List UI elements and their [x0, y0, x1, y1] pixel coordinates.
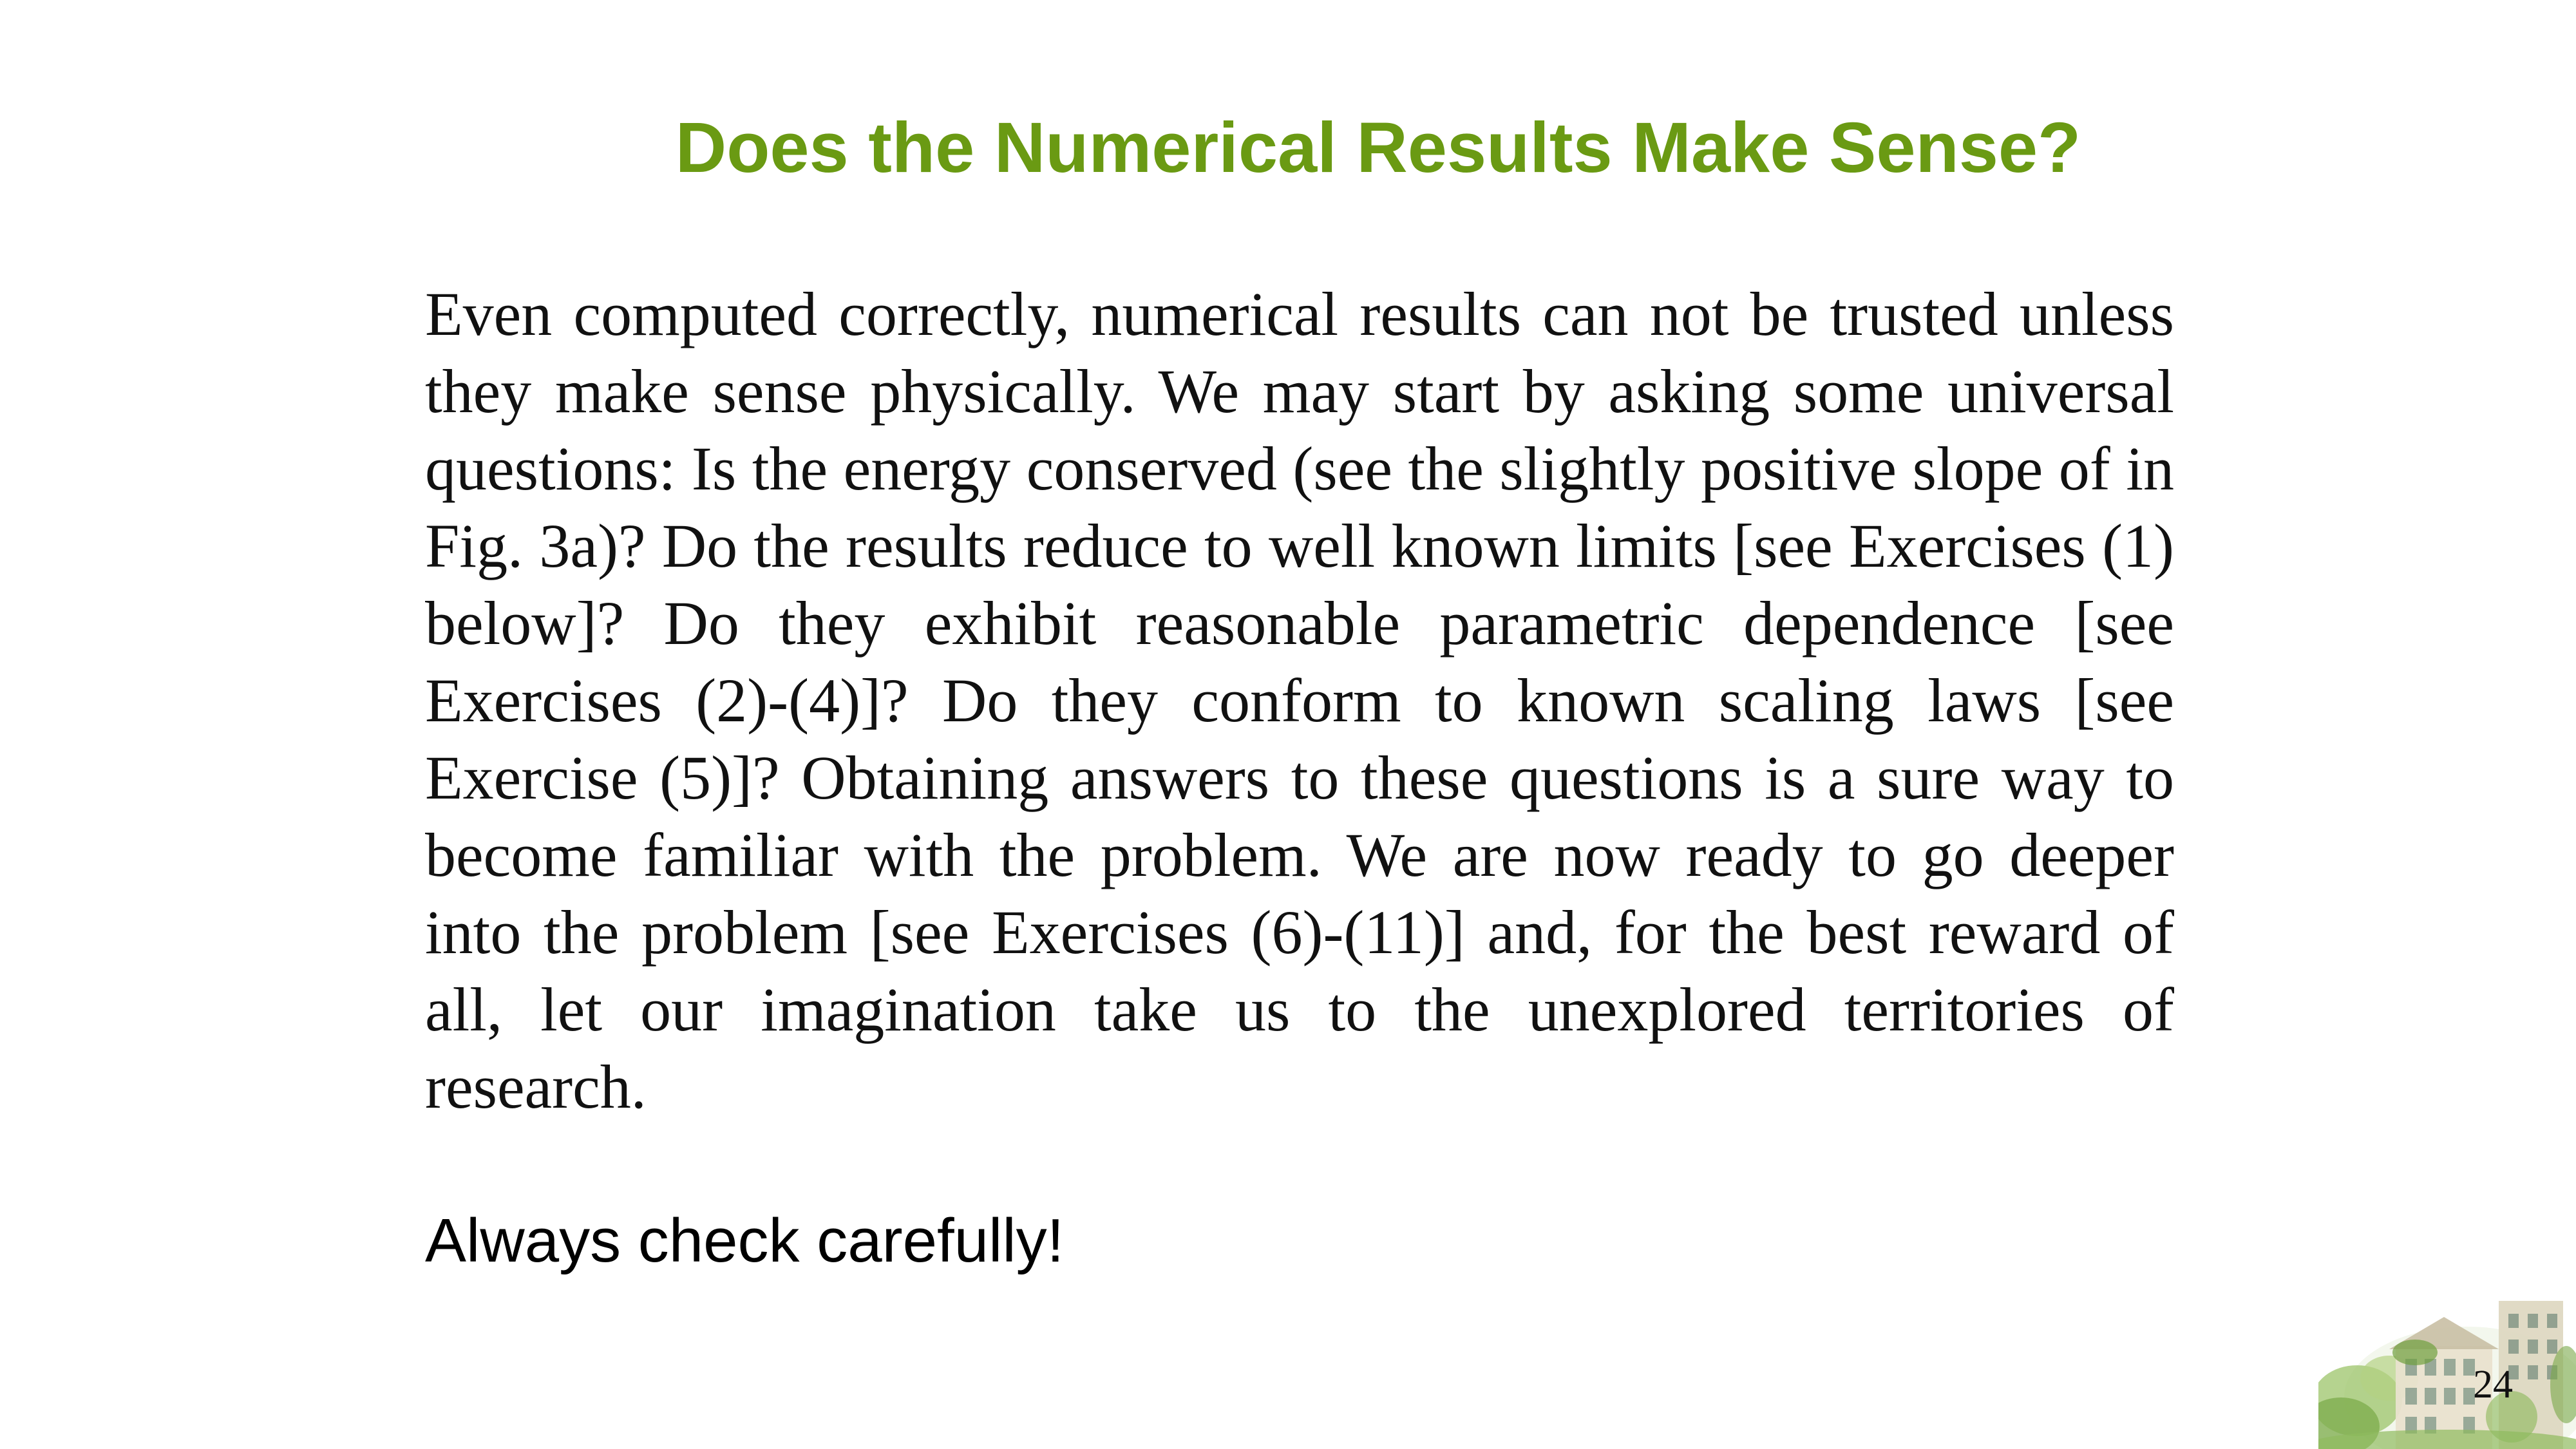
building-illustration-icon [2318, 1288, 2576, 1449]
slide-callout: Always check carefully! [425, 1206, 1065, 1275]
slide-title: Does the Numerical Results Make Sense? [675, 108, 2081, 187]
page-number: 24 [2473, 1363, 2513, 1406]
slide-body-paragraph: Even computed correctly, numerical results can not be trusted unless they make sense physically. We may start by asking some universal questions: Is the energy conserved (see the slightly positive slope of in Fig. 3a)? Do the results reduce to well known limits [see Exercises (1) below]? Do they exhibit reasonable parametric dependence [see Exercises (2)-(4)]? Do they conform to known scaling laws [see Exercise (5)]? Obtaining answers to these questions is a sure way to become familiar with the problem. We are now ready to go deeper into the problem [see Exercises (6)-(11)] and, for the best reward of all, let our imagination take us to the unexplored territories of research. [425, 279, 2174, 1121]
